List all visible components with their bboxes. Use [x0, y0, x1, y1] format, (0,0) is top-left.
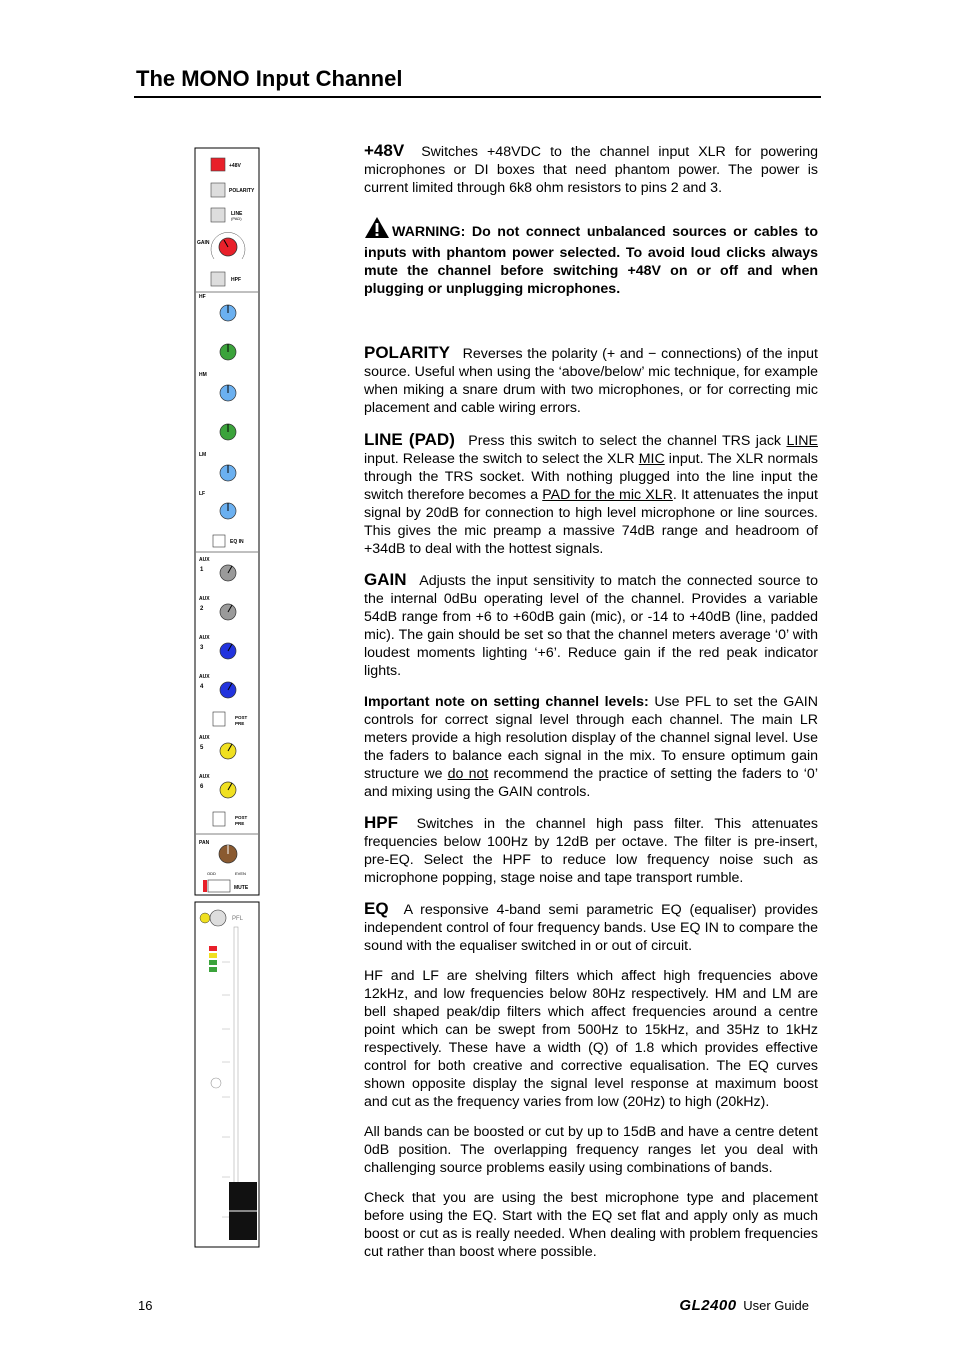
gain-text: Adjusts the input sensitivity to match the connected source to the internal 0dBu operating level of the channel. Provides a variable 54dB range from +6 to +60dB gain (mic), or -14 to +40dB (line, padded mic). The gain should be set so that the channel meters average ‘0’ with loudest moments lighting ‘+6’. Reduce gain if the red peak indicator lights.	[364, 573, 818, 679]
polarity-section	[364, 344, 818, 417]
meter-red	[209, 946, 217, 951]
mute-label: MUTE	[234, 885, 249, 891]
p48v-switch	[211, 158, 225, 171]
pfl-switch	[210, 910, 226, 926]
aux5-label: AUX	[199, 735, 210, 741]
title-rule	[134, 96, 821, 98]
warning-icon	[364, 216, 390, 244]
pad-label: (PAD)	[231, 216, 242, 221]
meter-green-2	[209, 967, 217, 972]
aux6-number: 6	[200, 784, 204, 790]
mute-switch	[208, 880, 230, 892]
p48v-section	[364, 142, 818, 197]
eq-bands-paragraph: HF and LF are shelving filters which affect high frequencies above 12kHz, and low frequencies below 80Hz respectively. HM and LM are bell shaped peak/dip filters which affect frequencies around a centre point which can be swept from 500Hz to 15kHz, and 35Hz to 1kHz respectively. These have a width (Q) of 1.8 which provides effective control for both creative and corrective equalisation. The EQ curves shown opposite display the signal level response at maximum boost and cut as the frequency varies from low (20Hz) to high (20kHz).	[364, 968, 818, 1110]
gain-heading: GAIN	[364, 570, 407, 589]
aux34-post-label: POST	[235, 715, 248, 720]
aux2-number: 2	[200, 606, 204, 612]
aux1-number: 1	[200, 567, 204, 573]
channel-strip-diagram	[194, 147, 262, 1249]
pfl-label: PFL	[232, 916, 244, 922]
line-pad-mic-link: MIC	[638, 451, 665, 467]
gain-label: GAIN	[197, 240, 210, 246]
note-section	[364, 693, 818, 801]
polarity-heading: POLARITY	[364, 343, 450, 362]
hpf-switch	[211, 272, 225, 286]
line-pad-heading: LINE (PAD)	[364, 430, 455, 449]
line-label: LINE	[231, 211, 243, 217]
line-pad-pad-link: PAD for the mic XLR	[542, 487, 673, 503]
aux1-label: AUX	[199, 557, 210, 563]
pan-even-label: EVEN	[235, 871, 246, 876]
hf-label: HF	[199, 294, 206, 300]
aux56-pre-label: PRE	[235, 821, 245, 826]
warning-section	[364, 216, 818, 298]
hpf-heading: HPF	[364, 813, 398, 832]
aux4-label: AUX	[199, 674, 210, 680]
note-heading: Important note on setting channel levels:	[364, 694, 649, 710]
page-number: 16	[138, 1298, 153, 1313]
aux2-label: AUX	[199, 596, 210, 602]
gain-section	[364, 571, 818, 680]
aux4-number: 4	[200, 684, 204, 690]
p48v-label: +48V	[229, 163, 241, 169]
aux3-label: AUX	[199, 635, 210, 641]
aux34-post-pre-switch	[213, 712, 225, 726]
aux56-post-pre-switch	[213, 812, 225, 826]
aux3-number: 3	[200, 645, 204, 651]
hm-label: HM	[199, 372, 207, 378]
note-do-not: do not	[447, 766, 489, 782]
hpf-text: Switches in the channel high pass filter. This attenuates frequencies below 100Hz by 12dB per octave. The filter is pre-insert, pre-EQ. Select the HPF to reduce low frequency noise such as microphone popping, stage noise and tape transport rumble.	[364, 816, 818, 886]
p48v-heading: +48V	[364, 141, 405, 160]
aux56-post-label: POST	[235, 815, 248, 820]
pan-label: PAN	[199, 840, 210, 846]
eq-advice-paragraph: Check that you are using the best microphone type and placement before using the EQ. Start with the EQ set flat and apply only as much boost or cut as is really needed. When dealing with problem frequencies cut rather than boost where possible.	[364, 1190, 818, 1260]
meter-yellow	[209, 953, 217, 958]
eq-in-switch	[213, 535, 225, 547]
aux34-pre-label: PRE	[235, 721, 245, 726]
warning-text: WARNING: Do not connect unbalanced sources or cables to inputs with phantom power selected. To avoid loud clicks always mute the channel before switching +48V on or off and when plugging or unplugging microphones.	[364, 224, 818, 297]
note-text-1: Use PFL to set the GAIN controls for correct signal level through each channel. The main LR meters provide a high resolution display of the channel signal level. Use the faders to balance each signal in the mix. To ensure optimum gain structure we	[364, 694, 818, 782]
line-pad-text-3: input. The XLR normals through the TRS socket. With nothing plugged into the line input the switch therefore becomes a	[364, 451, 818, 503]
polarity-text: Reverses the polarity (+ and − connections) of the input source. Useful when using the ‘above/below’ mic technique, for example when miking a snare drum with two microphones, or for correcting mic placement and cable wiring errors.	[364, 346, 818, 416]
aux5-number: 5	[200, 745, 204, 751]
hpf-section	[364, 814, 818, 887]
eq-section	[364, 900, 818, 955]
meter-socket	[211, 1078, 221, 1088]
eq-heading: EQ	[364, 899, 389, 918]
p48v-text: Switches +48VDC to the channel input XLR for powering microphones or DI boxes that need phantom power. The power is current limited through 6k8 ohm resistors to pins 2 and 3.	[364, 144, 818, 196]
brand-logo: GL2400	[679, 1297, 737, 1314]
lf-label: LF	[199, 491, 206, 497]
line-pad-line-link: LINE	[786, 433, 818, 449]
note-text-2: recommend the practice of setting the faders to ‘0’ and mixing using the GAIN controls.	[364, 766, 818, 800]
polarity-switch	[211, 183, 225, 197]
line-pad-text-1: Press this switch to select the channel TRS jack	[468, 433, 787, 449]
polarity-label: POLARITY	[229, 188, 255, 194]
eq-boost-cut-paragraph: All bands can be boosted or cut by up to 15dB and have a centre detent 0dB position. The overlapping frequency ranges let you deal with challenging source problems easily using combinations of bands.	[364, 1124, 818, 1176]
eq-text: A responsive 4-band semi parametric EQ (equaliser) provides independent control of four frequency bands. Use EQ IN to compare the sound with the equaliser switched in or out of circuit.	[364, 902, 818, 954]
pan-odd-label: ODD	[207, 871, 216, 876]
meter-green-1	[209, 960, 217, 965]
line-pad-text-2: input. Release the switch to select the XLR	[364, 451, 639, 467]
hpf-label: HPF	[231, 277, 241, 283]
aux6-label: AUX	[199, 774, 210, 780]
pfl-led	[200, 913, 210, 923]
line-pad-text-4: . It attenuates the input signal by 20dB for connection to high level microphone or line sources. This gives the mic preamp a massive 74dB range and headroom of +34dB to deal with the hottest signals.	[364, 487, 818, 557]
lm-label: LM	[199, 452, 207, 458]
page-title: The MONO Input Channel	[136, 66, 403, 91]
eq-in-label: EQ IN	[230, 539, 244, 545]
line-switch	[211, 208, 225, 222]
line-pad-section	[364, 431, 818, 558]
guide-label: User Guide	[743, 1298, 809, 1313]
mute-indicator	[203, 880, 207, 892]
text-column	[364, 142, 818, 1261]
footer-guide	[679, 1297, 809, 1314]
